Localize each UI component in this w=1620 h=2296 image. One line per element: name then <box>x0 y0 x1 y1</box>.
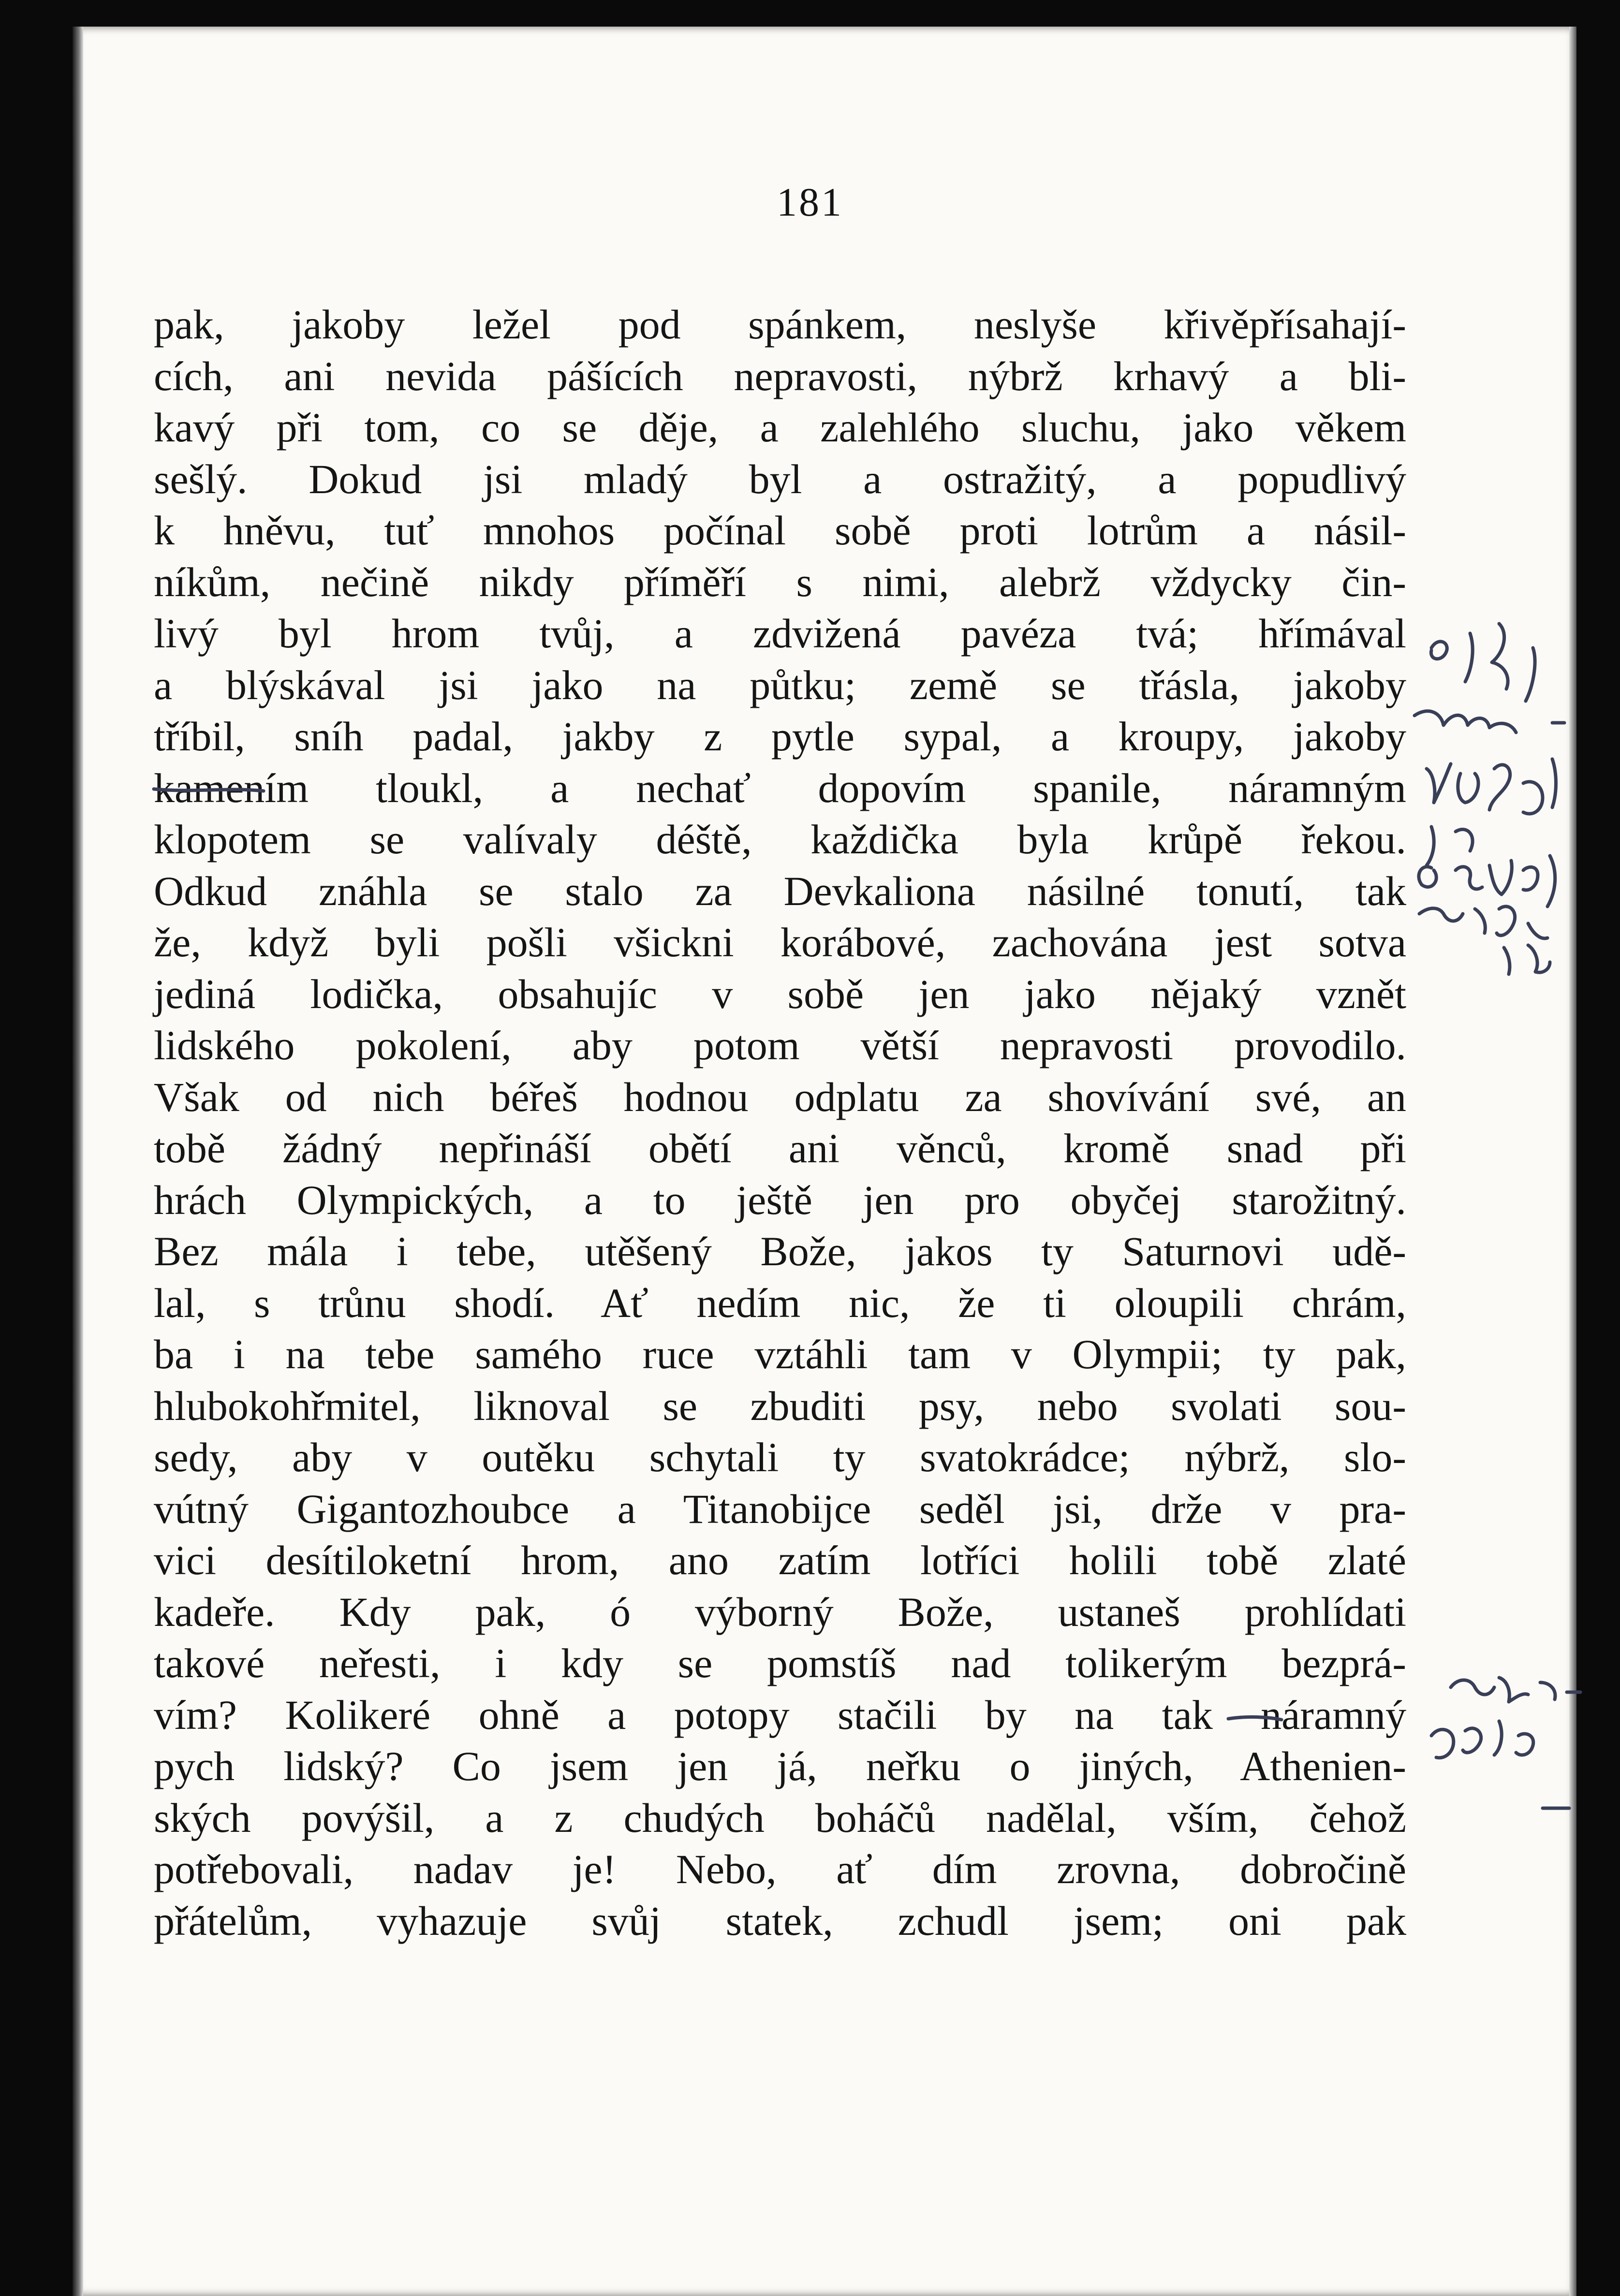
text-line: sedy, aby v outěku schytali ty svatokrádce; nýbrž, slo- <box>154 1434 1406 1480</box>
text-line: a blýskával jsi jako na půtku; země se třásla, jakoby <box>154 661 1406 708</box>
text-line: k hněvu, tuť mnohos počínal sobě proti lotrům a násil- <box>154 507 1406 554</box>
text-line: livý byl hrom tvůj, a zdvižená pavéza tvá; hřímával <box>154 610 1406 657</box>
page-right-edge <box>1569 27 1576 2296</box>
text-line: ba i na tebe samého ruce vztáhli tam v Olympii; ty pak, <box>154 1331 1406 1377</box>
text-line: ských povýšil, a z chudých boháčů nadělal, vším, čehož <box>154 1794 1406 1841</box>
body-text <box>154 299 1406 1946</box>
text-line: kavý při tom, co se děje, a zalehlého sluchu, jako věkem <box>154 404 1406 451</box>
text-line: jediná lodička, obsahujíc v sobě jen jako nějaký vznět <box>154 970 1406 1017</box>
text-line: vím? Kolikeré ohně a potopy stačili by na tak náramný <box>154 1691 1406 1738</box>
text-line: lal, s trůnu shodí. Ať nedím nic, že ti oloupili chrám, <box>154 1279 1406 1326</box>
text-line: Však od nich béřeš hodnou odplatu za shovívání své, an <box>154 1073 1406 1120</box>
text-line: takové neřesti, i kdy se pomstíš nad tolikerým bezprá- <box>154 1640 1406 1686</box>
text-line: níkům, nečině nikdy příměří s nimi, alebrž vždycky čin- <box>154 558 1406 605</box>
text-line: že, když byli pošli všickni korábové, zachována jest sotva <box>154 919 1406 965</box>
text-line: Odkud znáhla se stalo za Devkaliona násilné tonutí, tak <box>154 867 1406 914</box>
text-line: hlubokohřmitel, liknoval se zbuditi psy, nebo svolati sou- <box>154 1382 1406 1429</box>
text-line: vútný Gigantozhoubce a Titanobijce seděl jsi, drže v pra- <box>154 1485 1406 1532</box>
text-line: potřebovali, nadav je! Nebo, ať dím zrovna, dobročině <box>154 1846 1406 1892</box>
text-line: cích, ani nevida pášících nepravosti, nýbrž krhavý a bli- <box>154 352 1406 399</box>
text-line: hrách Olympických, a to ještě jen pro obyčej starožitný. <box>154 1176 1406 1223</box>
text-line: sešlý. Dokud jsi mladý byl a ostražitý, a popudlivý <box>154 455 1406 502</box>
text-line: pak, jakoby ležel pod spánkem, neslyše křivěpřísahají- <box>154 301 1406 348</box>
page-number: 181 <box>777 180 843 225</box>
binding-edge <box>73 27 83 2296</box>
text-line: lidského pokolení, aby potom větší nepravosti provodilo. <box>154 1022 1406 1068</box>
text-line: přátelům, vyhazuje svůj statek, zchudl jsem; oni pak <box>154 1897 1406 1944</box>
text-line: Bez mála i tebe, utěšený Bože, jakos ty Saturnovi udě- <box>154 1228 1406 1274</box>
text-line: pych lidský? Co jsem jen já, neřku o jiných, Athenien- <box>154 1743 1406 1789</box>
text-line: vici desítiloketní hrom, ano zatím lotříci holili tobě zlaté <box>154 1537 1406 1583</box>
text-line: klopotem se valívaly déště, každička byla krůpě řekou. <box>154 816 1406 863</box>
text-line: kamením tloukl, a nechať dopovím spanile, náramným <box>154 764 1406 811</box>
text-line: tobě žádný nepřináší obětí ani věnců, kromě snad při <box>154 1125 1406 1171</box>
text-line: tříbil, sníh padal, jakby z pytle sypal, a kroupy, jakoby <box>154 713 1406 760</box>
text-line: kadeře. Kdy pak, ó výborný Bože, ustaneš prohlídati <box>154 1588 1406 1635</box>
